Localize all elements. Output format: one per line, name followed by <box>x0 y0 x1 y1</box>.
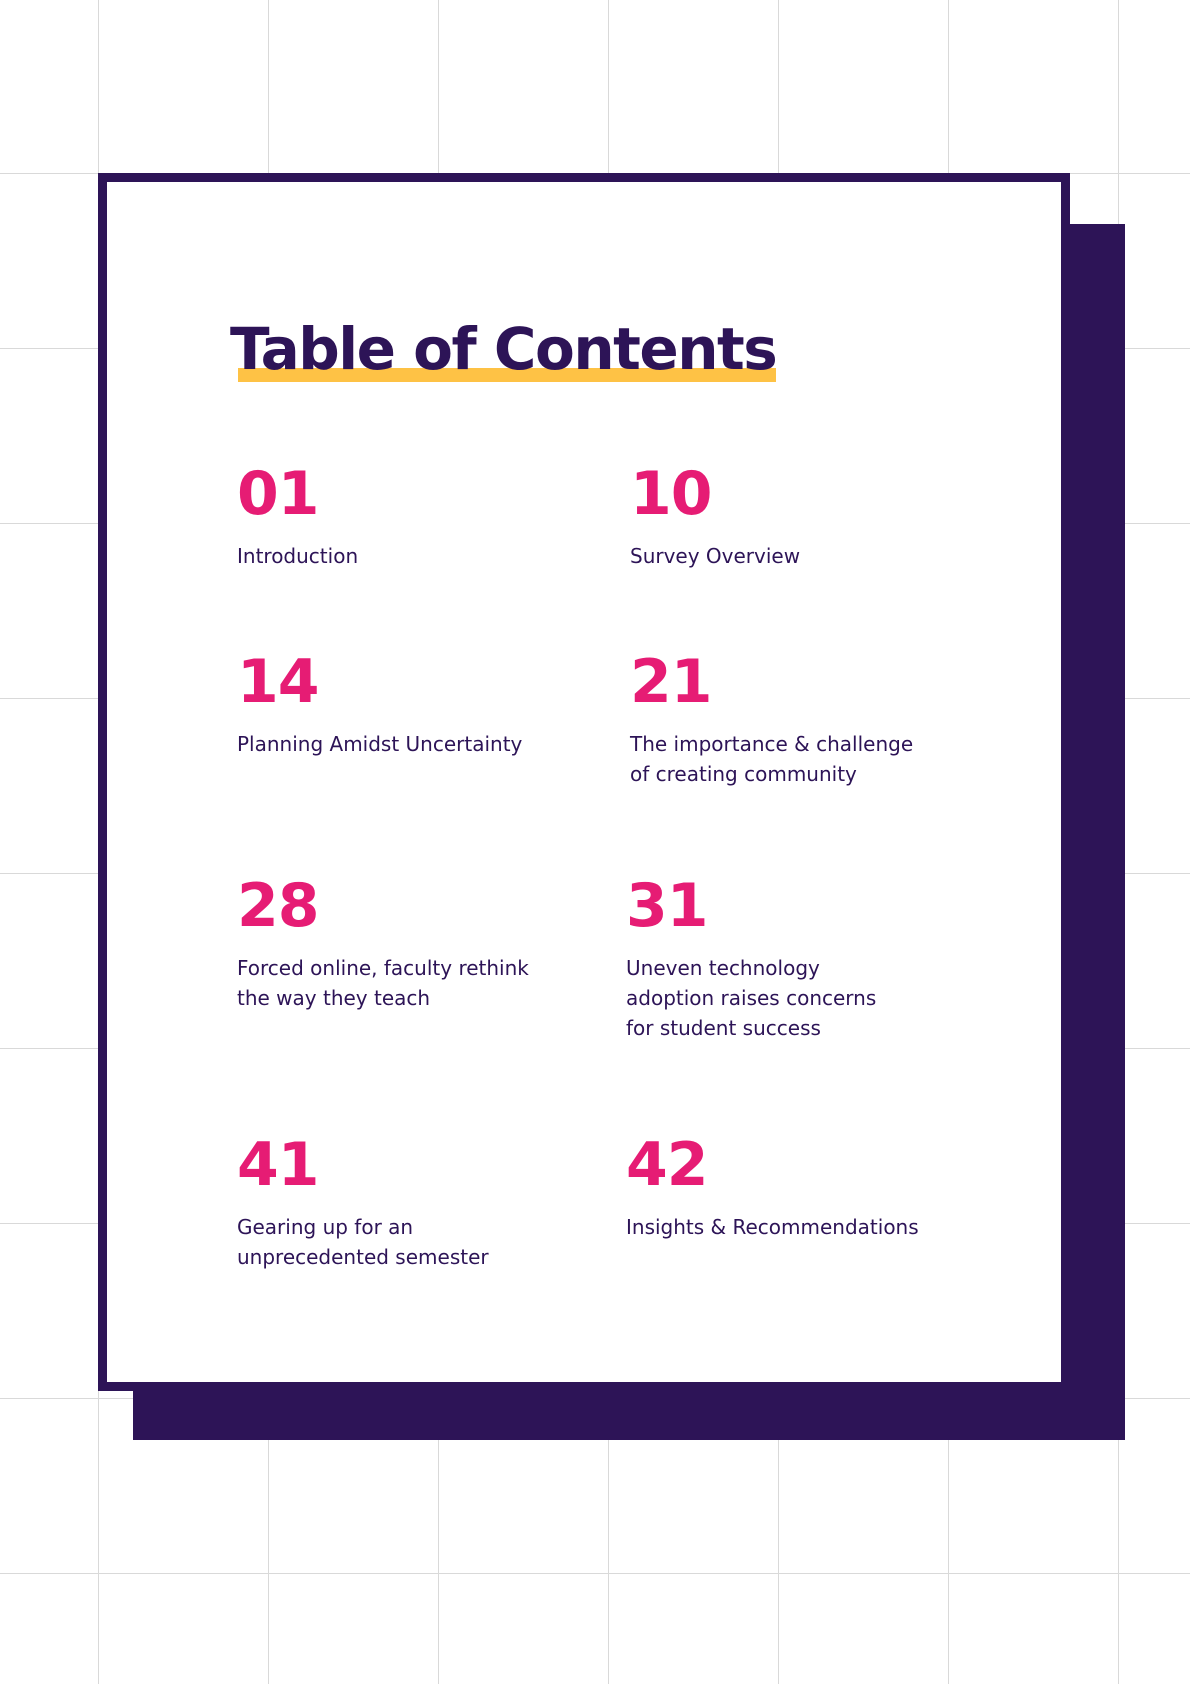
page-title: Table of Contents <box>230 315 777 383</box>
toc-entry-42[interactable] <box>626 1130 946 1242</box>
toc-page-number: 01 <box>237 459 319 529</box>
toc-entry-28[interactable] <box>237 871 557 1013</box>
toc-section-label: Planning Amidst Uncertainty <box>237 732 523 756</box>
toc-section-label: The importance & challenge of creating community <box>630 732 914 786</box>
toc-entry-31[interactable] <box>626 871 946 1043</box>
toc-section-label: Introduction <box>237 544 359 568</box>
toc-page-number: 41 <box>237 1130 319 1200</box>
toc-section-label: Insights & Recommendations <box>626 1215 919 1239</box>
toc-page-number: 28 <box>237 871 319 941</box>
toc-section-label: Forced online, faculty rethink the way they teach <box>237 956 529 1010</box>
toc-page-number: 10 <box>630 459 712 529</box>
toc-entry-01[interactable] <box>237 459 557 571</box>
toc-entry-41[interactable] <box>237 1130 557 1272</box>
toc-section-label: Uneven technology adoption raises concerns for student success <box>626 956 877 1040</box>
toc-entry-21[interactable] <box>630 647 950 789</box>
toc-page-number: 31 <box>626 871 708 941</box>
toc-page-number: 14 <box>237 647 319 717</box>
title-wrapper <box>230 310 776 388</box>
toc-page-number: 21 <box>630 647 712 717</box>
toc-section-label: Survey Overview <box>630 544 801 568</box>
toc-entry-14[interactable] <box>237 647 557 759</box>
toc-page-number: 42 <box>626 1130 708 1200</box>
toc-section-label: Gearing up for an unprecedented semester <box>237 1215 489 1269</box>
toc-entry-10[interactable] <box>630 459 950 571</box>
